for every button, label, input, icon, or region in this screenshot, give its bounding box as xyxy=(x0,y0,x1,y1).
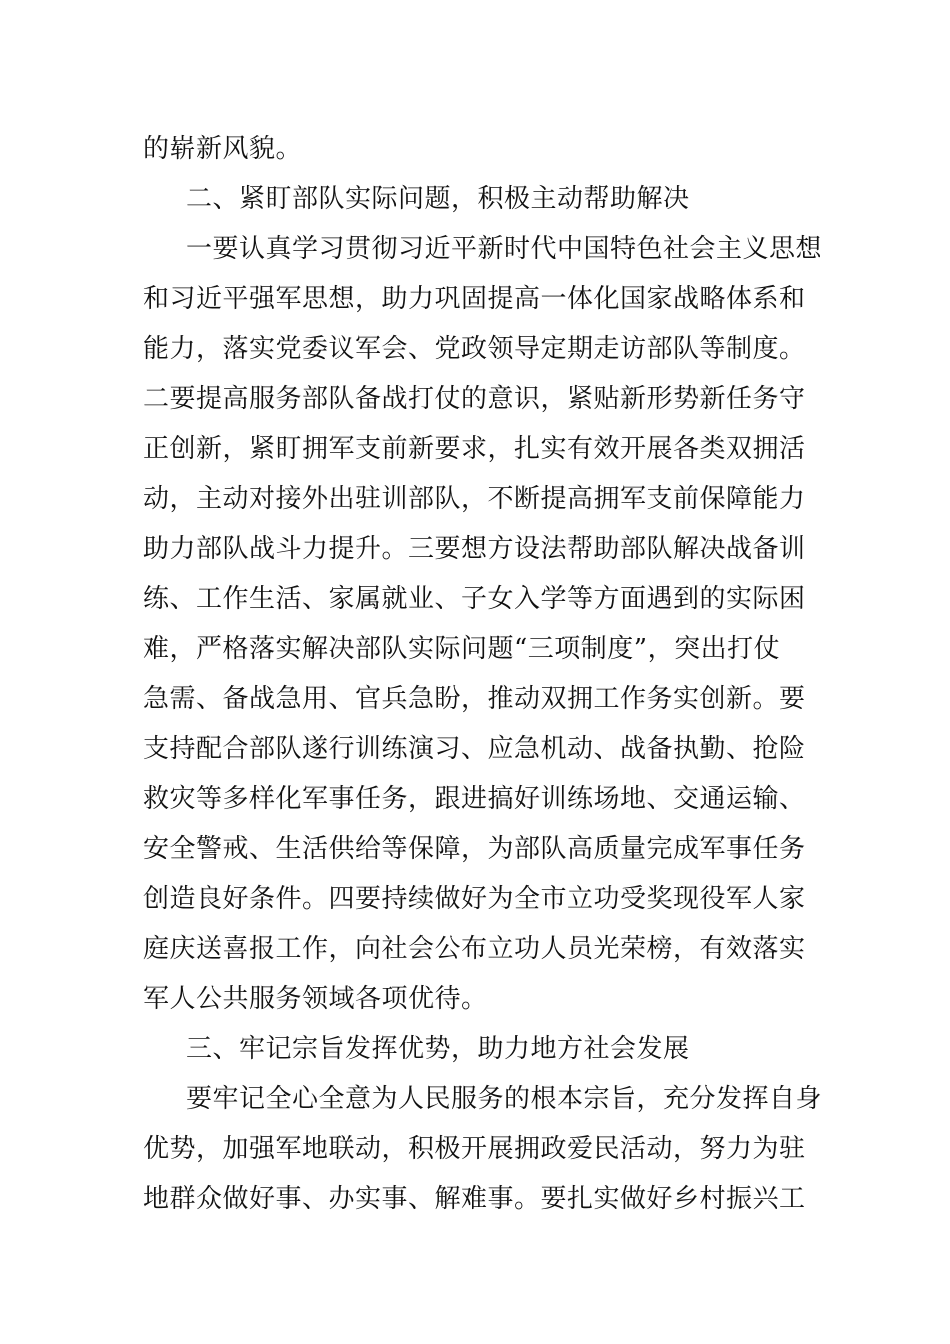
paragraph-line: 庭庆送喜报工作，向社会公布立功人员光荣榜，有效落实 xyxy=(143,934,806,964)
paragraph-line: 助力部队战斗力提升。三要想方设法帮助部队解决战备训 xyxy=(143,534,806,564)
paragraph-line: 一要认真学习贯彻习近平新时代中国特色社会主义思想 xyxy=(186,234,823,264)
paragraph-line: 二要提高服务部队备战打仗的意识，紧贴新形势新任务守 xyxy=(143,384,806,414)
paragraph-line: 要牢记全心全意为人民服务的根本宗旨，充分发挥自身 xyxy=(186,1084,823,1114)
paragraph-line: 练、工作生活、家属就业、子女入学等方面遇到的实际困 xyxy=(143,584,806,614)
paragraph-line: 急需、备战急用、官兵急盼，推动双拥工作务实创新。要 xyxy=(143,684,806,714)
paragraph-line: 军人公共服务领域各项优待。 xyxy=(143,984,488,1014)
paragraph-line: 正创新，紧盯拥军支前新要求，扎实有效开展各类双拥活 xyxy=(143,434,806,464)
section-heading-2: 二、紧盯部队实际问题，积极主动帮助解决 xyxy=(186,184,690,214)
paragraph-line: 和习近平强军思想，助力巩固提高一体化国家战略体系和 xyxy=(143,284,806,314)
paragraph-line: 动，主动对接外出驻训部队，不断提高拥军支前保障能力 xyxy=(143,484,806,514)
paragraph-line: 能力，落实党委议军会、党政领导定期走访部队等制度。 xyxy=(143,334,806,364)
paragraph-line: 创造良好条件。四要持续做好为全市立功受奖现役军人家 xyxy=(143,884,806,914)
paragraph-line: 优势，加强军地联动，积极开展拥政爱民活动，努力为驻 xyxy=(143,1134,806,1164)
paragraph-line: 地群众做好事、办实事、解难事。要扎实做好乡村振兴工 xyxy=(143,1184,806,1214)
paragraph-line: 支持配合部队遂行训练演习、应急机动、战备执勤、抢险 xyxy=(143,734,806,764)
section-heading-3: 三、牢记宗旨发挥优势，助力地方社会发展 xyxy=(186,1034,690,1064)
paragraph-line: 的崭新风貌。 xyxy=(143,134,303,164)
paragraph-line: 难，严格落实解决部队实际问题“三项制度”，突出打仗 xyxy=(143,634,781,664)
paragraph-line: 救灾等多样化军事任务，跟进搞好训练场地、交通运输、 xyxy=(143,784,806,814)
paragraph-line: 安全警戒、生活供给等保障，为部队高质量完成军事任务 xyxy=(143,834,806,864)
